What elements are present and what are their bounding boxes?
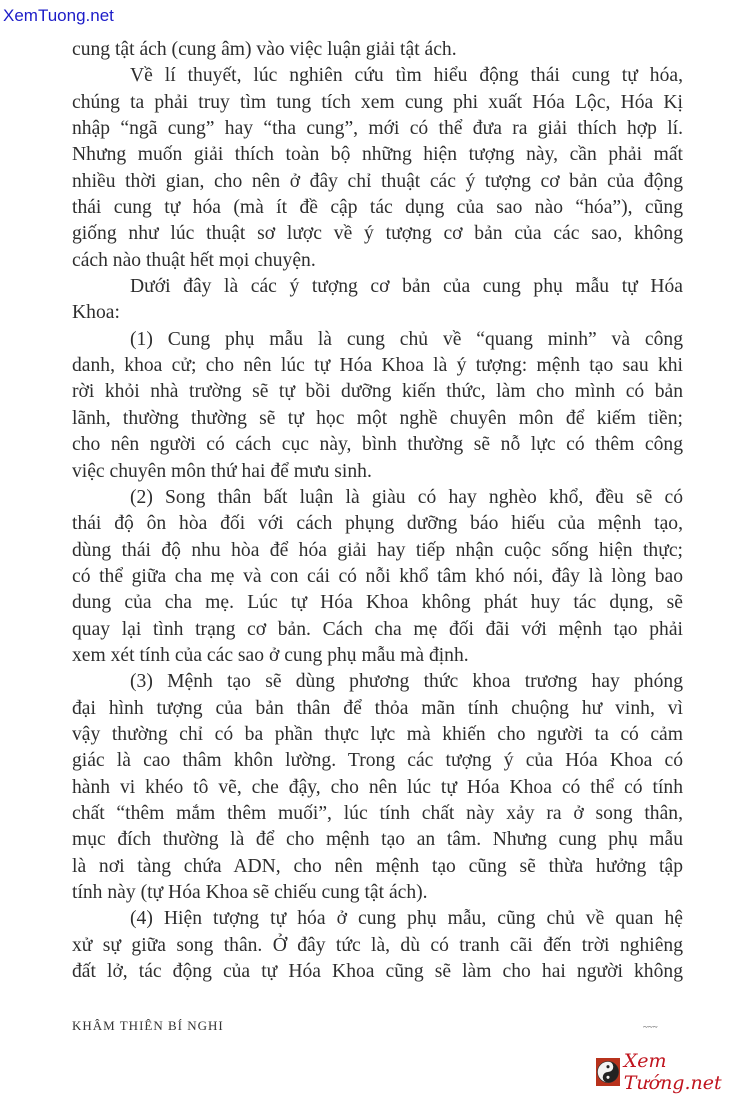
text-line: Khoa: xyxy=(72,302,120,324)
text-line: thái độ ôn hòa đối với cách phụng dưỡng báo hiếu của mệnh tạo, xyxy=(72,513,683,535)
text-line: giống như lúc thuật sơ lược về ý tượng cơ bản của các sao, không xyxy=(72,223,683,245)
text-line: vậy thường chỉ có ba phần thực lực mà khiến cho người ta có cảm xyxy=(72,723,683,745)
text-line: cho nên người có cách cục này, bình thường sẽ nỗ lực có thêm công xyxy=(72,434,683,456)
footer-book-title: KHÂM THIÊN BÍ NGHI xyxy=(72,1018,224,1033)
text-line: đất lở, tác động của tự Hóa Khoa cũng sẽ làm cho hai người không xyxy=(72,961,683,983)
text-line: thái cung tự hóa (mà ít đề cập tác dụng của sao nào “hóa”), cũng xyxy=(72,197,683,219)
text-line: có thể giữa cha mẹ và con cái có nỗi khổ tâm khó nói, đây là lòng bao xyxy=(72,565,683,587)
text-line: nhiều thời gian, cho nên ở đây chỉ thuật các ý tượng cơ bản của động xyxy=(72,170,683,192)
site-watermark-label: XemTuong.net xyxy=(3,6,114,25)
text-line: (1) Cung phụ mẫu là cung chủ về “quang minh” và công xyxy=(130,328,683,350)
text-line: lãnh, thường thường sẽ tự học một nghề chuyên môn để kiếm tiền; xyxy=(72,407,683,429)
text-line: tính này (tự Hóa Khoa sẽ chiếu cung tật ách). xyxy=(72,882,428,903)
text-line: quay lại tình trạng cơ bản. Cách cha mẹ đối đãi với mệnh tạo phải xyxy=(72,618,683,640)
text-line: nhập “ngã cung” hay “tha cung”, mới có thể đưa ra giải thích hợp lí. xyxy=(72,118,683,140)
text-line: đại hình tượng của bản thân để thỏa mãn tính chuộng hư vinh, vì xyxy=(72,697,683,719)
logo-text: Xem Tướng.net xyxy=(623,1050,722,1094)
text-line: chúng ta phải truy tìm tung tích xem cung phi xuất Hóa Lộc, Hóa Kị xyxy=(72,91,683,113)
yin-yang-icon xyxy=(597,1061,619,1083)
text-line: việc chuyên môn thứ hai để mưu sinh. xyxy=(72,460,372,482)
text-line: (3) Mệnh tạo sẽ dùng phương thức khoa trương hay phóng xyxy=(130,671,683,693)
page-number: ~~~ xyxy=(643,1022,658,1032)
text-line: danh, khoa cử; cho nên lúc tự Hóa Khoa là ý tượng: mệnh tạo sau khi xyxy=(72,355,683,377)
page-body-text xyxy=(72,37,683,985)
text-line: Dưới đây là các ý tượng cơ bản của cung phụ mẫu tự Hóa xyxy=(130,276,683,298)
text-line: là nơi tàng chứa ADN, cho nên mệnh tạo cũng sẽ thừa hưởng tập xyxy=(72,855,683,877)
text-line: cách nào thuật hết mọi chuyện. xyxy=(72,249,316,271)
text-line: hành vi khéo tô vẽ, che đậy, cho nên lúc tự Hóa Khoa có thể có tính xyxy=(72,776,683,798)
logo-badge xyxy=(596,1058,620,1086)
text-line: Về lí thuyết, lúc nghiên cứu tìm hiểu động thái cung tự hóa, xyxy=(130,65,683,87)
text-line: giác là cao thâm khôn lường. Trong các tượng ý của Hóa Khoa có xyxy=(72,750,683,772)
text-line: (4) Hiện tượng tự hóa ở cung phụ mẫu, cũng chủ về quan hệ xyxy=(130,908,683,930)
text-line: cung tật ách (cung âm) vào việc luận giải tật ách. xyxy=(72,39,457,60)
text-line: chất “thêm mắm thêm muối”, lúc tính chất này xảy ra ở song thân, xyxy=(72,802,683,824)
text-line: dùng thái độ nhu hòa để hóa giải hay tiếp nhận cuộc sống hiện thực; xyxy=(72,539,683,561)
text-line: rời khỏi nhà trường sẽ tự bồi dưỡng kiến thức, làm cho mình có bản xyxy=(72,381,683,403)
text-line: xem xét tính của các sao ở cung phụ mẫu mà định. xyxy=(72,644,469,666)
site-logo xyxy=(596,1052,748,1092)
text-line: mục đích thường là để cho mệnh tạo an tâm. Nhưng cung phụ mẫu xyxy=(72,829,683,851)
text-line: dung của cha mẹ. Lúc tự Hóa Khoa không phát huy tác dụng, sẽ xyxy=(72,592,683,614)
text-line: (2) Song thân bất luận là giàu có hay nghèo khổ, đều sẽ có xyxy=(130,486,683,508)
text-line: Nhưng muốn giải thích toàn bộ những hiện tượng này, cần phải mất xyxy=(72,144,683,166)
text-line: xử sự giữa song thân. Ở đây tức là, dù có tranh cãi đến trời nghiêng xyxy=(72,934,683,956)
